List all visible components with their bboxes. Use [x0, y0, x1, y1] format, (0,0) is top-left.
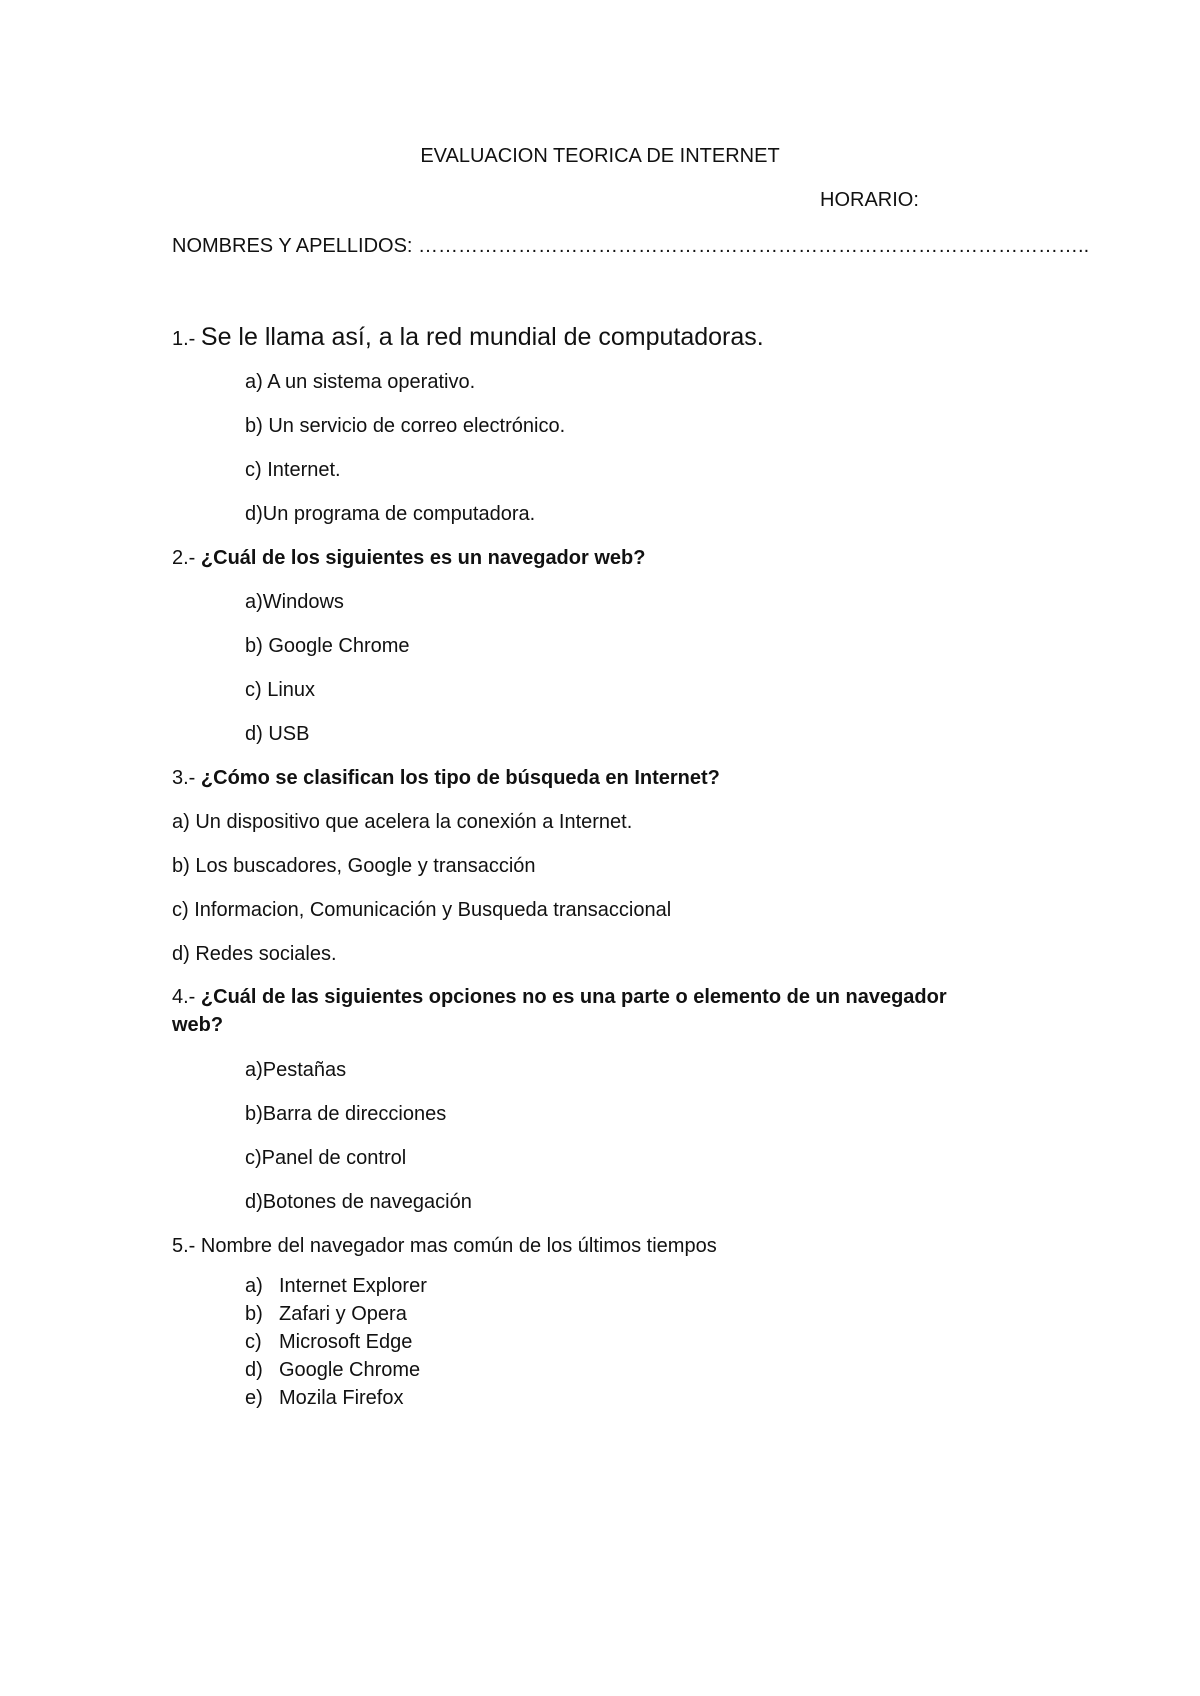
- question-number: 5.-: [172, 1235, 196, 1257]
- option-b: b) Los buscadores, Google y transacción: [172, 855, 536, 877]
- question-number: 2.-: [172, 547, 196, 569]
- option-c: c) Linux: [245, 679, 316, 701]
- horario-label: HORARIO:: [820, 189, 919, 211]
- question-2: [172, 546, 645, 570]
- option-c: c) Internet.: [245, 459, 341, 481]
- nombres-dots: ………………………………………………………………………………………..: [418, 235, 1090, 257]
- option-a: a)Pestañas: [245, 1059, 347, 1081]
- question-number: 1.-: [172, 328, 196, 350]
- option-d: d) USB: [245, 723, 310, 745]
- question-4: [172, 983, 972, 1039]
- question-1: [172, 322, 764, 354]
- question-text: ¿Cómo se clasifican los tipo de búsqueda en Internet?: [200, 767, 720, 789]
- question-text: Nombre del navegador mas común de los últimos tiempos: [200, 1235, 717, 1257]
- nombres-field: [172, 234, 1089, 258]
- question-number: 4.-: [172, 986, 196, 1008]
- question-5: [172, 1234, 717, 1258]
- list-text: Internet Explorer: [279, 1275, 427, 1297]
- option-d: d) Redes sociales.: [172, 943, 337, 965]
- question-number: 3.-: [172, 767, 196, 789]
- option-c: c)Panel de control: [245, 1147, 407, 1169]
- question-text: ¿Cuál de las siguientes opciones no es una parte o elemento de un navegador web?: [172, 986, 947, 1036]
- list-marker: d): [245, 1359, 263, 1381]
- option-b: b)Barra de direcciones: [245, 1103, 447, 1125]
- option-d: d)Botones de navegación: [245, 1191, 472, 1213]
- option-b: b) Un servicio de correo electrónico.: [245, 415, 566, 437]
- option-c: c) Informacion, Comunicación y Busqueda transaccional: [172, 899, 672, 921]
- question-3: [172, 766, 720, 790]
- list-marker: e): [245, 1387, 263, 1409]
- nombres-label: NOMBRES Y APELLIDOS:: [172, 235, 413, 257]
- list-text: Microsoft Edge: [279, 1331, 413, 1353]
- option-a: a) Un dispositivo que acelera la conexión a Internet.: [172, 811, 633, 833]
- option-a: a)Windows: [245, 591, 344, 613]
- list-text: Mozila Firefox: [279, 1387, 404, 1409]
- option-d: d)Un programa de computadora.: [245, 503, 536, 525]
- option-b: b) Google Chrome: [245, 635, 410, 657]
- list-marker: c): [245, 1331, 262, 1353]
- list-text: Zafari y Opera: [279, 1303, 407, 1325]
- list-text: Google Chrome: [279, 1359, 421, 1381]
- option-a: a) A un sistema operativo.: [245, 371, 476, 393]
- page-title: EVALUACION TEORICA DE INTERNET: [420, 145, 780, 167]
- question-text: ¿Cuál de los siguientes es un navegador web?: [200, 547, 646, 569]
- list-marker: b): [245, 1303, 263, 1325]
- list-marker: a): [245, 1275, 263, 1297]
- question-text: Se le llama así, a la red mundial de computadoras.: [200, 323, 764, 351]
